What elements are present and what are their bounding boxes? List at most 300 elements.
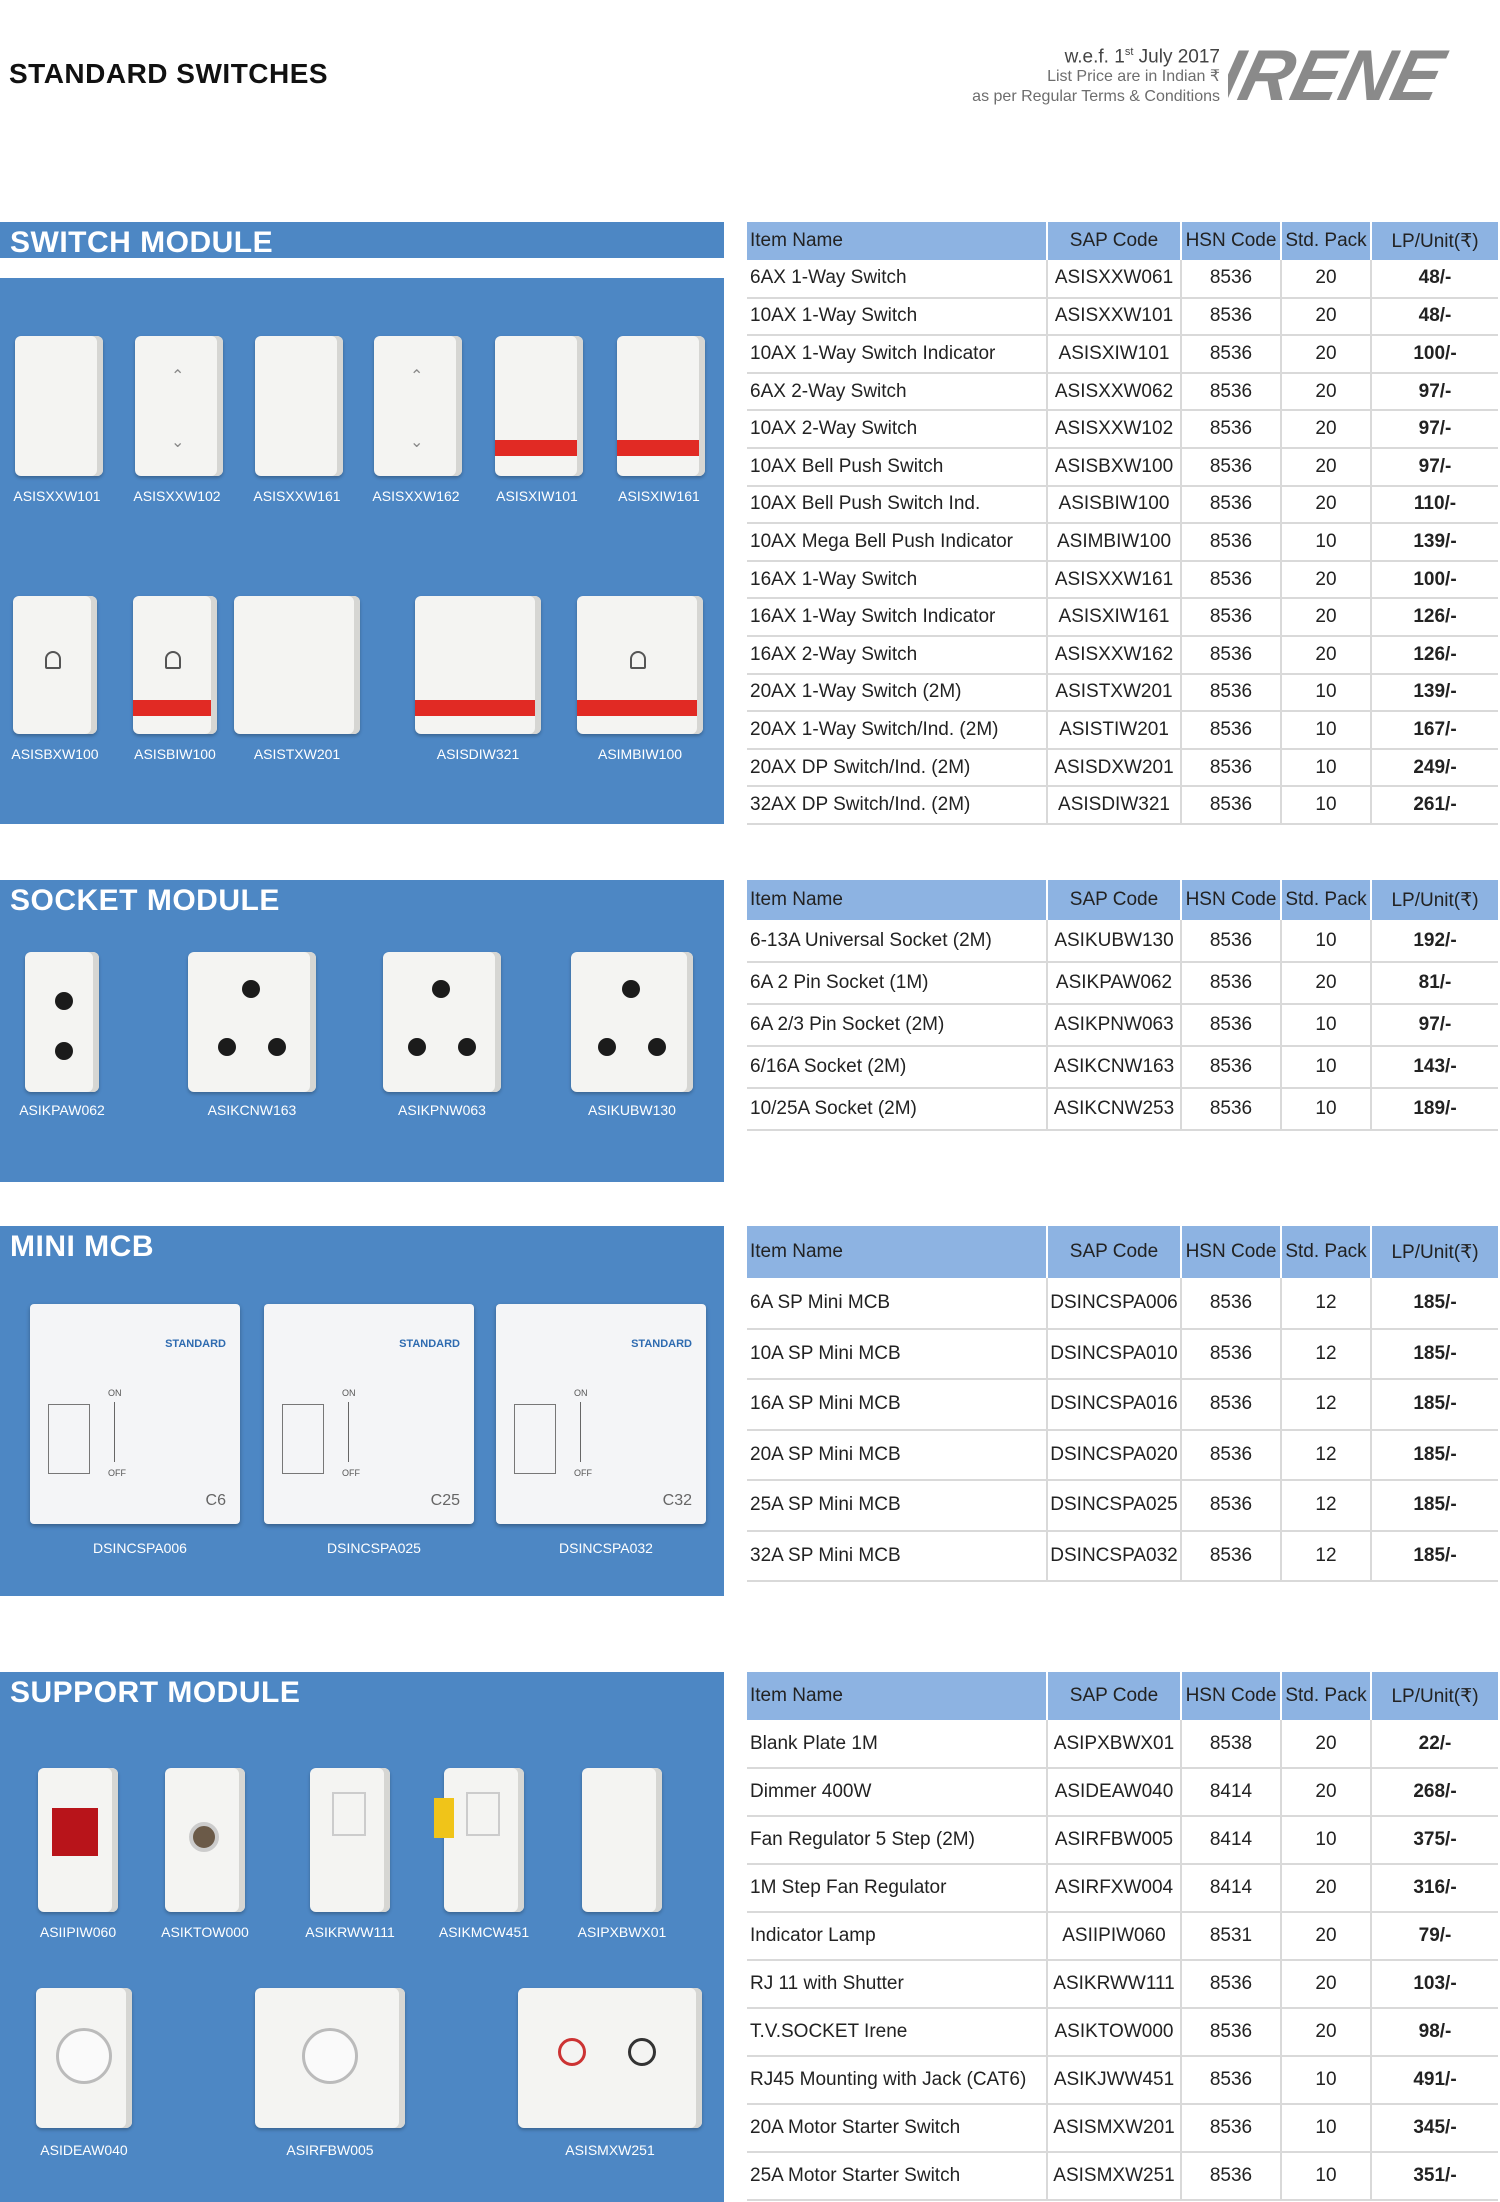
- col-header-std-pack: Std. Pack: [1281, 222, 1371, 260]
- cell-lp-unit: 143/-: [1371, 1046, 1498, 1088]
- cell-sap-code: ASIKTOW000: [1047, 2008, 1181, 2056]
- cell-item-name: 10AX 2-Way Switch: [747, 410, 1047, 448]
- table-row: [747, 561, 1498, 599]
- cell-item-name: Dimmer 400W: [747, 1768, 1047, 1816]
- switch-module-image: [135, 336, 223, 476]
- cell-std-pack: 20: [1281, 448, 1371, 486]
- on-label: ON: [342, 1388, 356, 1398]
- svg-text:IRENE: IRENE: [1228, 35, 1452, 110]
- effective-date: w.e.f. 1st July 2017: [1064, 46, 1220, 68]
- device-code-label: ASISXXW102: [133, 488, 221, 504]
- col-header-sap-code: SAP Code: [1047, 1672, 1181, 1720]
- cell-sap-code: ASISXXW061: [1047, 260, 1181, 298]
- cell-item-name: 20AX 1-Way Switch (2M): [747, 674, 1047, 712]
- table-row: [747, 674, 1498, 712]
- cell-sap-code: DSINCSPA016: [1047, 1379, 1181, 1430]
- arrow-icon: ⌃: [410, 368, 424, 385]
- mcb-rating: C32: [662, 1492, 692, 1509]
- table-row: [747, 1816, 1498, 1864]
- device-code-label: DSINCSPA006: [93, 1540, 187, 1556]
- cell-sap-code: ASIPXBWX01: [1047, 1720, 1181, 1768]
- switch-module-image: [13, 596, 97, 734]
- socket-hole: [242, 980, 260, 998]
- arrow-icon: ⌄: [410, 434, 424, 451]
- cell-item-name: 10AX Bell Push Switch: [747, 448, 1047, 486]
- indicator-red: [495, 440, 577, 456]
- device-code-label: ASIKPNW063: [398, 1102, 486, 1118]
- cell-hsn-code: 8536: [1181, 1088, 1281, 1130]
- cell-hsn-code: 8536: [1181, 260, 1281, 298]
- bell-icon: [45, 651, 61, 669]
- table-row: [747, 1912, 1498, 1960]
- table-row: [747, 298, 1498, 336]
- cell-hsn-code: 8536: [1181, 373, 1281, 411]
- regulator-knob: [302, 2028, 358, 2084]
- cell-sap-code: ASISTXW201: [1047, 674, 1181, 712]
- cell-hsn-code: 8536: [1181, 1278, 1281, 1329]
- cell-sap-code: ASIKJWW451: [1047, 2056, 1181, 2104]
- cell-sap-code: ASISXIW161: [1047, 598, 1181, 636]
- cell-lp-unit: 491/-: [1371, 2056, 1498, 2104]
- cell-std-pack: 12: [1281, 1379, 1371, 1430]
- device-code-label: ASIIPIW060: [39, 1924, 117, 1940]
- cell-sap-code: ASIIPIW060: [1047, 1912, 1181, 1960]
- table-row: [747, 920, 1498, 962]
- cell-lp-unit: 81/-: [1371, 962, 1498, 1004]
- cell-sap-code: ASISXXW161: [1047, 561, 1181, 599]
- cell-item-name: 16AX 2-Way Switch: [747, 636, 1047, 674]
- cell-sap-code: ASIRFXW004: [1047, 1864, 1181, 1912]
- cell-item-name: 6AX 2-Way Switch: [747, 373, 1047, 411]
- cell-sap-code: ASIRFBW005: [1047, 1816, 1181, 1864]
- cell-std-pack: 10: [1281, 2056, 1371, 2104]
- col-header-std-pack: Std. Pack: [1281, 1226, 1371, 1278]
- jack-port: [466, 1792, 500, 1836]
- socket-hole: [218, 1038, 236, 1056]
- device-code-label: ASISTXW201: [253, 746, 341, 762]
- cell-hsn-code: 8536: [1181, 2104, 1281, 2152]
- on-label: ON: [108, 1388, 122, 1398]
- cell-std-pack: 20: [1281, 260, 1371, 298]
- device-code-label: ASISDIW321: [436, 746, 520, 762]
- device-code-label: ASIKTOW000: [161, 1924, 249, 1940]
- table-row: [747, 2104, 1498, 2152]
- cell-lp-unit: 126/-: [1371, 636, 1498, 674]
- cell-sap-code: ASIKUBW130: [1047, 920, 1181, 962]
- cell-item-name: 6A 2/3 Pin Socket (2M): [747, 1004, 1047, 1046]
- cell-std-pack: 10: [1281, 1046, 1371, 1088]
- cell-std-pack: 12: [1281, 1329, 1371, 1380]
- cell-lp-unit: 48/-: [1371, 260, 1498, 298]
- device-code-label: ASIPXBWX01: [577, 1924, 667, 1940]
- cell-item-name: 10/25A Socket (2M): [747, 1088, 1047, 1130]
- cell-hsn-code: 8536: [1181, 1430, 1281, 1481]
- cell-lp-unit: 189/-: [1371, 1088, 1498, 1130]
- cell-hsn-code: 8536: [1181, 1379, 1281, 1430]
- cell-sap-code: DSINCSPA020: [1047, 1430, 1181, 1481]
- cell-item-name: 20AX DP Switch/Ind. (2M): [747, 749, 1047, 787]
- cell-std-pack: 20: [1281, 561, 1371, 599]
- cell-lp-unit: 100/-: [1371, 335, 1498, 373]
- mcb-image: [30, 1304, 240, 1524]
- cell-item-name: 25A SP Mini MCB: [747, 1480, 1047, 1531]
- switch-module-image: [415, 596, 541, 734]
- start-button: [558, 2038, 586, 2066]
- cell-item-name: 25A Motor Starter Switch: [747, 2152, 1047, 2200]
- switch-module-title: SWITCH MODULE: [0, 222, 724, 262]
- socket-module-image: [25, 952, 99, 1092]
- cell-item-name: 6A SP Mini MCB: [747, 1278, 1047, 1329]
- device-code-label: ASIKCNW163: [207, 1102, 297, 1118]
- cell-std-pack: 20: [1281, 1768, 1371, 1816]
- col-header-sap-code: SAP Code: [1047, 880, 1181, 920]
- cell-lp-unit: 185/-: [1371, 1379, 1498, 1430]
- table-row: [747, 2152, 1498, 2200]
- table-row: [747, 1864, 1498, 1912]
- on-off-arrow: [114, 1402, 115, 1462]
- socket-hole: [432, 980, 450, 998]
- mini-mcb-table: [747, 1226, 1498, 1582]
- cell-item-name: Fan Regulator 5 Step (2M): [747, 1816, 1047, 1864]
- cell-hsn-code: 8536: [1181, 298, 1281, 336]
- table-row: [747, 1004, 1498, 1046]
- cell-lp-unit: 249/-: [1371, 749, 1498, 787]
- cell-sap-code: ASISMXW201: [1047, 2104, 1181, 2152]
- socket-module-table: [747, 880, 1498, 1131]
- cell-hsn-code: 8414: [1181, 1864, 1281, 1912]
- socket-module-image: [188, 952, 316, 1092]
- cell-sap-code: ASIMBIW100: [1047, 523, 1181, 561]
- switch-module-image: [133, 596, 217, 734]
- table-row: [747, 1480, 1498, 1531]
- col-header-hsn-code: HSN Code: [1181, 1672, 1281, 1720]
- cell-std-pack: 20: [1281, 1720, 1371, 1768]
- cell-sap-code: ASISMXW251: [1047, 2152, 1181, 2200]
- jack-port: [332, 1792, 366, 1836]
- support-module-image: [444, 1768, 524, 1912]
- cell-std-pack: 20: [1281, 1864, 1371, 1912]
- device-code-label: ASISXXW162: [372, 488, 460, 504]
- device-code-label: ASISXXW161: [253, 488, 341, 504]
- socket-hole: [268, 1038, 286, 1056]
- cell-hsn-code: 8536: [1181, 1046, 1281, 1088]
- jack-connector: [434, 1798, 454, 1838]
- switch-module-image: [15, 336, 103, 476]
- cell-hsn-code: 8536: [1181, 920, 1281, 962]
- cell-hsn-code: 8536: [1181, 1960, 1281, 2008]
- cell-sap-code: ASISXXW101: [1047, 298, 1181, 336]
- bell-icon: [165, 651, 181, 669]
- cell-sap-code: ASISBIW100: [1047, 486, 1181, 524]
- table-row: [747, 448, 1498, 486]
- cell-lp-unit: 97/-: [1371, 373, 1498, 411]
- col-header-hsn-code: HSN Code: [1181, 222, 1281, 260]
- cell-lp-unit: 185/-: [1371, 1329, 1498, 1380]
- support-module-image: [255, 1988, 405, 2128]
- device-code-label: ASIRFBW005: [286, 2142, 374, 2158]
- cell-sap-code: ASISXXW162: [1047, 636, 1181, 674]
- cell-lp-unit: 139/-: [1371, 674, 1498, 712]
- table-row: [747, 962, 1498, 1004]
- on-off-arrow: [348, 1402, 349, 1462]
- cell-hsn-code: 8536: [1181, 962, 1281, 1004]
- switch-module-image: [577, 596, 703, 734]
- cell-item-name: 16A SP Mini MCB: [747, 1379, 1047, 1430]
- indicator-red: [133, 700, 211, 716]
- cell-item-name: 10AX 1-Way Switch Indicator: [747, 335, 1047, 373]
- mcb-brand: STANDARD: [399, 1338, 460, 1350]
- col-header-sap-code: SAP Code: [1047, 222, 1181, 260]
- cell-hsn-code: 8531: [1181, 1912, 1281, 1960]
- cell-lp-unit: 110/-: [1371, 486, 1498, 524]
- mcb-rating: C6: [205, 1492, 226, 1509]
- cell-item-name: 20A SP Mini MCB: [747, 1430, 1047, 1481]
- mini-mcb-title: MINI MCB: [0, 1226, 724, 1266]
- table-row: [747, 1278, 1498, 1329]
- cell-lp-unit: 22/-: [1371, 1720, 1498, 1768]
- col-header-hsn-code: HSN Code: [1181, 880, 1281, 920]
- cell-hsn-code: 8536: [1181, 486, 1281, 524]
- cell-sap-code: ASIKPNW063: [1047, 1004, 1181, 1046]
- mcb-circuit-diagram: [282, 1404, 324, 1474]
- cell-std-pack: 10: [1281, 1816, 1371, 1864]
- table-row: [747, 2056, 1498, 2104]
- col-header-lp-unit: LP/Unit(₹): [1371, 880, 1498, 920]
- cell-item-name: 32AX DP Switch/Ind. (2M): [747, 786, 1047, 824]
- cell-item-name: Indicator Lamp: [747, 1912, 1047, 1960]
- on-off-arrow: [580, 1402, 581, 1462]
- cell-item-name: 10AX Bell Push Switch Ind.: [747, 486, 1047, 524]
- table-row: [747, 2008, 1498, 2056]
- cell-lp-unit: 351/-: [1371, 2152, 1498, 2200]
- table-row: [747, 598, 1498, 636]
- table-row: [747, 1046, 1498, 1088]
- cell-std-pack: 10: [1281, 1004, 1371, 1046]
- mcb-image: [264, 1304, 474, 1524]
- cell-std-pack: 12: [1281, 1480, 1371, 1531]
- cell-sap-code: ASISTIW201: [1047, 711, 1181, 749]
- cell-hsn-code: 8536: [1181, 2152, 1281, 2200]
- cell-std-pack: 20: [1281, 636, 1371, 674]
- switch-module-image: [617, 336, 705, 476]
- cell-sap-code: DSINCSPA032: [1047, 1531, 1181, 1582]
- device-code-label: ASIKRWW111: [305, 1924, 395, 1940]
- cell-hsn-code: 8536: [1181, 786, 1281, 824]
- support-module-image: [518, 1988, 702, 2128]
- indicator-red: [577, 700, 697, 716]
- device-code-label: ASISMXW251: [565, 2142, 655, 2158]
- cell-item-name: 10AX 1-Way Switch: [747, 298, 1047, 336]
- table-row: [747, 1768, 1498, 1816]
- cell-sap-code: ASIKCNW163: [1047, 1046, 1181, 1088]
- col-header-lp-unit: LP/Unit(₹): [1371, 1226, 1498, 1278]
- mcb-circuit-diagram: [514, 1404, 556, 1474]
- table-row: [747, 410, 1498, 448]
- device-code-label: ASISXIW161: [618, 488, 700, 504]
- switch-module-image: [374, 336, 462, 476]
- cell-lp-unit: 192/-: [1371, 920, 1498, 962]
- device-code-label: ASIKPAW062: [19, 1102, 105, 1118]
- table-row: [747, 1329, 1498, 1380]
- col-header-lp-unit: LP/Unit(₹): [1371, 1672, 1498, 1720]
- cell-hsn-code: 8536: [1181, 2056, 1281, 2104]
- support-module-table: [747, 1672, 1498, 2201]
- device-code-label: ASIKUBW130: [588, 1102, 676, 1118]
- cell-lp-unit: 375/-: [1371, 1816, 1498, 1864]
- cell-std-pack: 10: [1281, 2152, 1371, 2200]
- cell-lp-unit: 139/-: [1371, 523, 1498, 561]
- table-row: [747, 260, 1498, 298]
- cell-lp-unit: 316/-: [1371, 1864, 1498, 1912]
- regulator-knob: [56, 2028, 112, 2084]
- col-header-std-pack: Std. Pack: [1281, 1672, 1371, 1720]
- switch-module-image: [495, 336, 583, 476]
- cell-std-pack: 10: [1281, 920, 1371, 962]
- cell-hsn-code: 8536: [1181, 523, 1281, 561]
- bell-icon: [630, 651, 646, 669]
- col-header-std-pack: Std. Pack: [1281, 880, 1371, 920]
- cell-item-name: 6/16A Socket (2M): [747, 1046, 1047, 1088]
- cell-item-name: 10AX Mega Bell Push Indicator: [747, 523, 1047, 561]
- cell-item-name: 10A SP Mini MCB: [747, 1329, 1047, 1380]
- support-module-image: [310, 1768, 390, 1912]
- socket-hole: [622, 980, 640, 998]
- socket-hole: [648, 1038, 666, 1056]
- indicator-red: [617, 440, 699, 456]
- col-header-hsn-code: HSN Code: [1181, 1226, 1281, 1278]
- mcb-rating: C25: [430, 1492, 460, 1509]
- cell-std-pack: 20: [1281, 410, 1371, 448]
- cell-item-name: 6A 2 Pin Socket (1M): [747, 962, 1047, 1004]
- cell-item-name: Blank Plate 1M: [747, 1720, 1047, 1768]
- cell-item-name: RJ 11 with Shutter: [747, 1960, 1047, 2008]
- table-row: [747, 523, 1498, 561]
- cell-sap-code: DSINCSPA025: [1047, 1480, 1181, 1531]
- arrow-icon: ⌃: [171, 368, 185, 385]
- cell-hsn-code: 8536: [1181, 1531, 1281, 1582]
- cell-item-name: RJ45 Mounting with Jack (CAT6): [747, 2056, 1047, 2104]
- cell-sap-code: ASISBXW100: [1047, 448, 1181, 486]
- switch-module-table: [747, 222, 1498, 825]
- col-header-sap-code: SAP Code: [1047, 1226, 1181, 1278]
- cell-hsn-code: 8536: [1181, 335, 1281, 373]
- cell-std-pack: 10: [1281, 523, 1371, 561]
- cell-hsn-code: 8536: [1181, 674, 1281, 712]
- cell-item-name: T.V.SOCKET Irene: [747, 2008, 1047, 2056]
- cell-hsn-code: 8536: [1181, 561, 1281, 599]
- cell-hsn-code: 8414: [1181, 1816, 1281, 1864]
- cell-item-name: 16AX 1-Way Switch Indicator: [747, 598, 1047, 636]
- table-row: [747, 749, 1498, 787]
- cell-lp-unit: 97/-: [1371, 410, 1498, 448]
- cell-sap-code: ASISXIW101: [1047, 335, 1181, 373]
- cell-lp-unit: 268/-: [1371, 1768, 1498, 1816]
- support-module-image: [165, 1768, 245, 1912]
- irene-logo: [1228, 34, 1488, 115]
- col-header-item-name: Item Name: [747, 222, 1047, 260]
- cell-hsn-code: 8536: [1181, 2008, 1281, 2056]
- support-module-image: [36, 1988, 132, 2128]
- mcb-image: [496, 1304, 706, 1524]
- device-code-label: ASISBIW100: [134, 746, 216, 762]
- cell-std-pack: 20: [1281, 2008, 1371, 2056]
- cell-hsn-code: 8536: [1181, 1329, 1281, 1380]
- cell-std-pack: 20: [1281, 486, 1371, 524]
- socket-module-title: SOCKET MODULE: [0, 880, 724, 920]
- on-label: ON: [574, 1388, 588, 1398]
- socket-hole: [598, 1038, 616, 1056]
- table-row: [747, 486, 1498, 524]
- indicator-lamp: [52, 1808, 98, 1856]
- cell-hsn-code: 8536: [1181, 1004, 1281, 1046]
- device-code-label: DSINCSPA032: [559, 1540, 653, 1556]
- table-row: [747, 711, 1498, 749]
- cell-std-pack: 12: [1281, 1278, 1371, 1329]
- device-code-label: DSINCSPA025: [327, 1540, 421, 1556]
- device-code-label: ASISXIW101: [496, 488, 578, 504]
- support-module-image: [38, 1768, 118, 1912]
- support-module-title: SUPPORT MODULE: [0, 1672, 724, 1712]
- cell-hsn-code: 8536: [1181, 711, 1281, 749]
- off-label: OFF: [342, 1468, 360, 1478]
- cell-hsn-code: 8536: [1181, 1480, 1281, 1531]
- cell-sap-code: ASISDXW201: [1047, 749, 1181, 787]
- terms-note: as per Regular Terms & Conditions: [972, 88, 1220, 106]
- cell-lp-unit: 185/-: [1371, 1430, 1498, 1481]
- switch-module-image: [255, 336, 343, 476]
- socket-hole: [408, 1038, 426, 1056]
- cell-hsn-code: 8536: [1181, 749, 1281, 787]
- cell-item-name: 16AX 1-Way Switch: [747, 561, 1047, 599]
- socket-hole: [55, 992, 73, 1010]
- cell-item-name: 6-13A Universal Socket (2M): [747, 920, 1047, 962]
- device-code-label: ASIMBIW100: [597, 746, 683, 762]
- cell-std-pack: 20: [1281, 598, 1371, 636]
- table-row: [747, 636, 1498, 674]
- cell-lp-unit: 97/-: [1371, 1004, 1498, 1046]
- cell-sap-code: ASISDIW321: [1047, 786, 1181, 824]
- cell-hsn-code: 8538: [1181, 1720, 1281, 1768]
- cell-std-pack: 10: [1281, 674, 1371, 712]
- switch-module-image: [234, 596, 360, 734]
- mcb-circuit-diagram: [48, 1404, 90, 1474]
- cell-std-pack: 10: [1281, 749, 1371, 787]
- cell-lp-unit: 98/-: [1371, 2008, 1498, 2056]
- socket-module-image: [383, 952, 501, 1092]
- cell-item-name: 1M Step Fan Regulator: [747, 1864, 1047, 1912]
- mcb-brand: STANDARD: [165, 1338, 226, 1350]
- cell-lp-unit: 103/-: [1371, 1960, 1498, 2008]
- cell-sap-code: DSINCSPA006: [1047, 1278, 1181, 1329]
- table-row: [747, 1960, 1498, 2008]
- table-row: [747, 373, 1498, 411]
- cell-std-pack: 10: [1281, 711, 1371, 749]
- device-code-label: ASIKMCW451: [438, 1924, 530, 1940]
- cell-std-pack: 12: [1281, 1430, 1371, 1481]
- col-header-item-name: Item Name: [747, 1672, 1047, 1720]
- table-row: [747, 1720, 1498, 1768]
- cell-sap-code: ASIKPAW062: [1047, 962, 1181, 1004]
- cell-hsn-code: 8536: [1181, 448, 1281, 486]
- cell-sap-code: ASIDEAW040: [1047, 1768, 1181, 1816]
- cell-sap-code: ASISXXW102: [1047, 410, 1181, 448]
- cell-lp-unit: 185/-: [1371, 1480, 1498, 1531]
- cell-std-pack: 20: [1281, 335, 1371, 373]
- support-module-image: [582, 1768, 662, 1912]
- device-code-label: ASISBXW100: [11, 746, 99, 762]
- cell-std-pack: 20: [1281, 1912, 1371, 1960]
- cell-lp-unit: 79/-: [1371, 1912, 1498, 1960]
